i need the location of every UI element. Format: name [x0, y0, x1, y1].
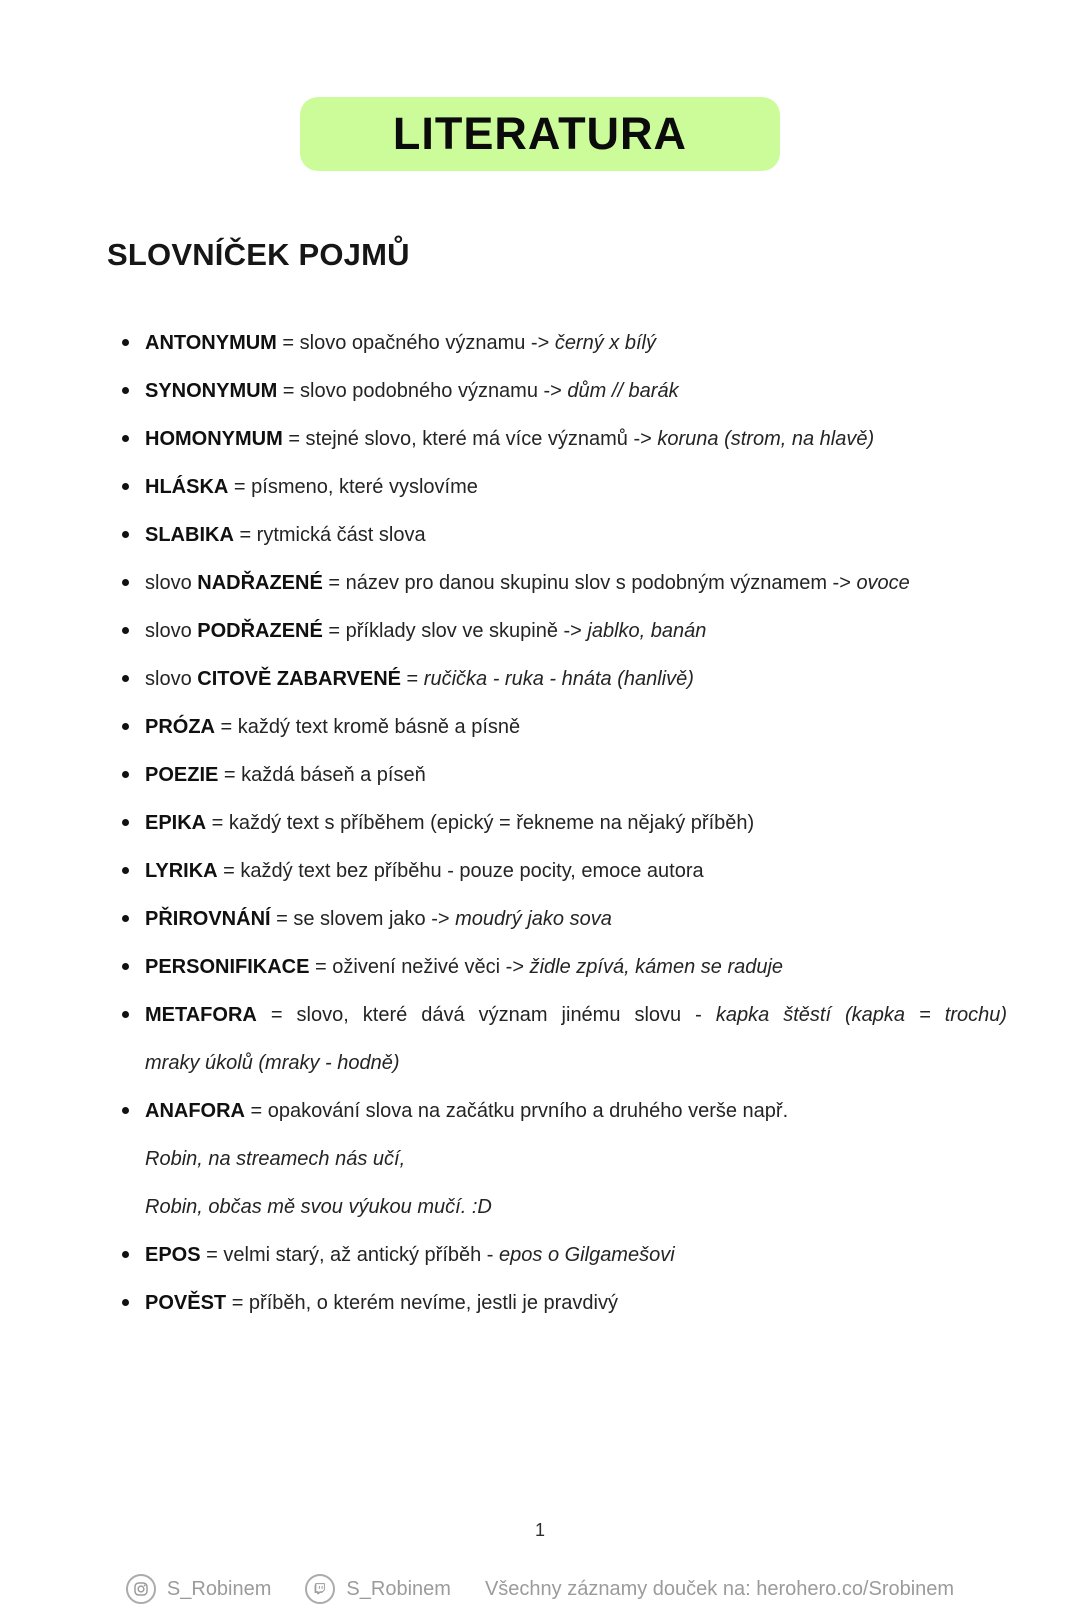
glossary-item — [122, 1289, 1007, 1317]
glossary-item — [122, 473, 1007, 501]
glossary-item — [122, 953, 1007, 981]
glossary-text: = slovo opačného významu -> — [276, 332, 555, 354]
glossary-text: = písmeno, které vyslovíme — [228, 476, 478, 498]
glossary-item-line — [145, 1097, 1007, 1125]
glossary-extra-line: mraky úkolů (mraky - hodně) — [145, 1052, 400, 1074]
glossary-text: koruna (strom, na hlavě) — [657, 428, 875, 450]
document-page — [0, 97, 1080, 1624]
glossary-item-line — [145, 569, 1007, 597]
glossary-text: slovo — [145, 620, 198, 642]
glossary-term: ANTONYMUM — [145, 332, 277, 354]
glossary-item — [122, 665, 1007, 693]
glossary-text: = příběh, o kterém nevíme, jestli je pravdivý — [226, 1292, 618, 1314]
glossary-item — [122, 713, 1007, 741]
glossary-item-line — [145, 617, 1007, 645]
glossary-text: moudrý jako sova — [455, 908, 612, 930]
instagram-icon — [126, 1574, 156, 1604]
glossary-term: SYNONYMUM — [145, 380, 278, 402]
glossary-text: slovo — [145, 668, 198, 690]
glossary-term: CITOVĚ ZABARVENÉ — [197, 668, 401, 690]
footer-instagram — [126, 1574, 272, 1604]
glossary-item — [122, 617, 1007, 645]
glossary-item-line — [145, 713, 1007, 741]
glossary-term: EPOS — [145, 1244, 201, 1266]
twitch-icon — [305, 1574, 335, 1604]
glossary-item — [122, 809, 1007, 837]
glossary-item — [122, 425, 1007, 453]
glossary-text: = oživení neživé věci -> — [309, 956, 530, 978]
glossary-item — [122, 521, 1007, 549]
glossary-term: HLÁSKA — [145, 476, 229, 498]
glossary-text: = stejné slovo, které má více významů -> — [282, 428, 658, 450]
glossary-text: = slovo podobného významu -> — [277, 380, 568, 402]
glossary-term: NADŘAZENÉ — [197, 572, 323, 594]
glossary-text: = příklady slov ve skupině -> — [322, 620, 588, 642]
glossary-term: SLABIKA — [145, 524, 234, 546]
glossary-text: = každý text bez příběhu - pouze pocity, emoce autora — [217, 860, 704, 882]
glossary-item-line — [145, 329, 1007, 357]
glossary-item — [122, 377, 1007, 405]
glossary-item-line — [145, 521, 1007, 549]
glossary-item-line — [145, 761, 1007, 789]
glossary-item-line — [145, 809, 1007, 837]
glossary-item — [122, 1001, 1007, 1077]
glossary-item — [122, 569, 1007, 597]
glossary-text: epos o Gilgamešovi — [499, 1244, 675, 1266]
section-title: SLOVNÍČEK POJMŮ — [107, 237, 410, 272]
glossary-text: dům // barák — [567, 380, 679, 402]
glossary-text: = se slovem jako -> — [270, 908, 456, 930]
glossary-term: LYRIKA — [145, 860, 218, 882]
twitch-handle: S_Robinem — [346, 1577, 451, 1600]
glossary-item-line — [145, 953, 1007, 981]
glossary-item-line — [145, 473, 1007, 501]
glossary-text: = slovo, které dává význam jinému slovu - — [256, 1004, 716, 1026]
glossary-term: METAFORA — [145, 1004, 257, 1026]
glossary-term: PERSONIFIKACE — [145, 956, 310, 978]
footer-twitch — [305, 1574, 451, 1604]
glossary-list — [0, 329, 1080, 1317]
glossary-item-line — [145, 1001, 1007, 1029]
glossary-item-line — [145, 857, 1007, 885]
glossary-term: ANAFORA — [145, 1100, 245, 1122]
glossary-item — [122, 761, 1007, 789]
glossary-item — [122, 1097, 1007, 1221]
page-number: 1 — [534, 1520, 545, 1540]
title-banner — [300, 97, 780, 171]
glossary-text: jablko, banán — [587, 620, 707, 642]
glossary-text: = každý text s příběhem (epický = řekneme na nějaký příběh) — [206, 812, 755, 834]
glossary-text: = velmi starý, až antický příběh - — [200, 1244, 500, 1266]
glossary-term: HOMONYMUM — [145, 428, 283, 450]
glossary-text: židle zpívá, kámen se raduje — [529, 956, 784, 978]
glossary-text: = každý text kromě básně a písně — [215, 716, 521, 738]
glossary-item-line — [145, 1241, 1007, 1269]
glossary-term: PODŘAZENÉ — [197, 620, 323, 642]
glossary-term: POVĚST — [145, 1292, 227, 1314]
glossary-term: PRÓZA — [145, 716, 215, 738]
glossary-item-line — [145, 377, 1007, 405]
glossary-item — [122, 857, 1007, 885]
glossary-text: = každá báseň a píseň — [218, 764, 426, 786]
title-banner-label: LITERATURA — [392, 108, 688, 159]
glossary-text: černý x bílý — [554, 332, 656, 354]
glossary-item — [122, 329, 1007, 357]
glossary-item — [122, 1241, 1007, 1269]
footer — [0, 1574, 1080, 1604]
glossary-text: ručička - ruka - hnáta (hanlivě) — [423, 668, 694, 690]
glossary-term: POEZIE — [145, 764, 219, 786]
glossary-text: = — [401, 668, 424, 690]
glossary-item-line — [145, 1289, 1007, 1317]
glossary-text: slovo — [145, 572, 198, 594]
glossary-text: = název pro danou skupinu slov s podobným významem -> — [322, 572, 857, 594]
glossary-text: = rytmická část slova — [233, 524, 426, 546]
glossary-term: EPIKA — [145, 812, 207, 834]
instagram-handle: S_Robinem — [166, 1577, 272, 1600]
glossary-extra-line: Robin, občas mě svou výukou mučí. :D — [145, 1196, 492, 1218]
glossary-item-line — [145, 425, 1007, 453]
glossary-text: kapka štěstí (kapka = trochu) — [715, 1004, 1007, 1026]
glossary-term: PŘIROVNÁNÍ — [145, 908, 271, 930]
glossary-text: = opakování slova na začátku prvního a druhého verše např. — [245, 1100, 789, 1122]
glossary-text: ovoce — [856, 572, 910, 594]
glossary-item-line — [145, 665, 1007, 693]
glossary-extra-line: Robin, na streamech nás učí, — [145, 1148, 406, 1170]
glossary-item — [122, 905, 1007, 933]
glossary-item-line — [145, 905, 1007, 933]
footer-note: Všechny záznamy douček na: herohero.co/Srobinem — [484, 1577, 955, 1600]
